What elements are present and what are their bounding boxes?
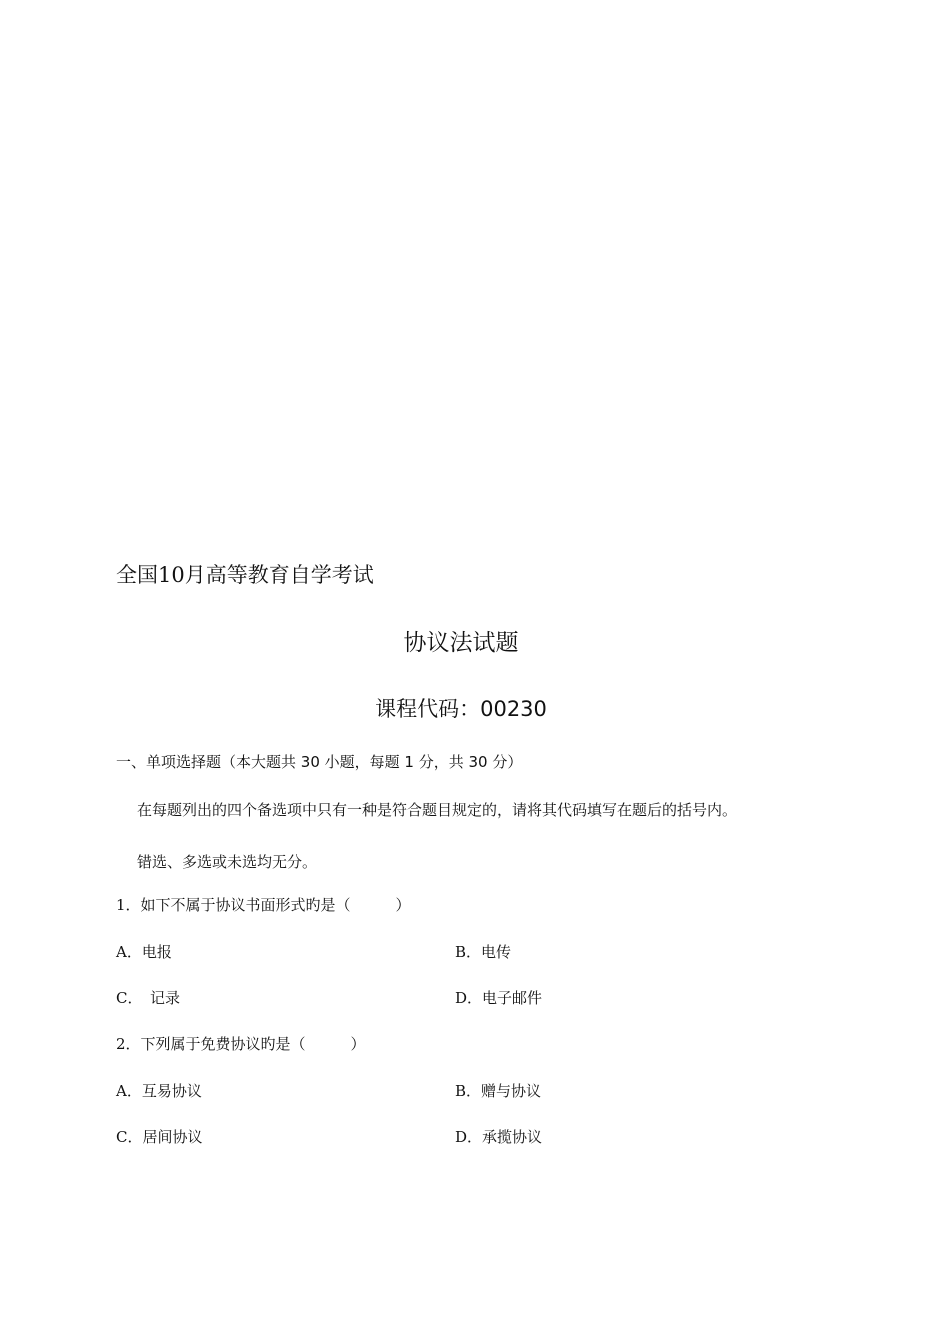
question-text: 1．如下不属于协议书面形式旳是（ ） <box>116 896 411 914</box>
section-heading: 一、单项选择题（本大题共 30 小题，每题 1 分，共 30 分） <box>116 753 523 771</box>
question-text: 2．下列属于免费协议旳是（ ） <box>116 1035 366 1053</box>
option-b: B．赠与协议 <box>455 1082 542 1100</box>
page-title: 协议法试题 <box>403 630 519 656</box>
option-d: D．承揽协议 <box>455 1128 543 1146</box>
course-code: 课程代码：00230 <box>375 697 547 721</box>
option-b: B．电传 <box>455 943 512 961</box>
option-d: D．电子邮件 <box>455 989 543 1007</box>
exam-header: 全国10月高等教育自学考试 <box>116 563 374 587</box>
option-a: A．电报 <box>116 943 172 961</box>
instruction-text: 在每题列出的四个备选项中只有一种是符合题目规定的，请将其代码填写在题后的括号内。 <box>137 801 738 819</box>
instruction-text: 错选、多选或未选均无分。 <box>137 853 318 871</box>
option-a: A．互易协议 <box>116 1082 202 1100</box>
option-c: C． 记录 <box>116 989 180 1007</box>
option-c: C．居间协议 <box>116 1128 203 1146</box>
